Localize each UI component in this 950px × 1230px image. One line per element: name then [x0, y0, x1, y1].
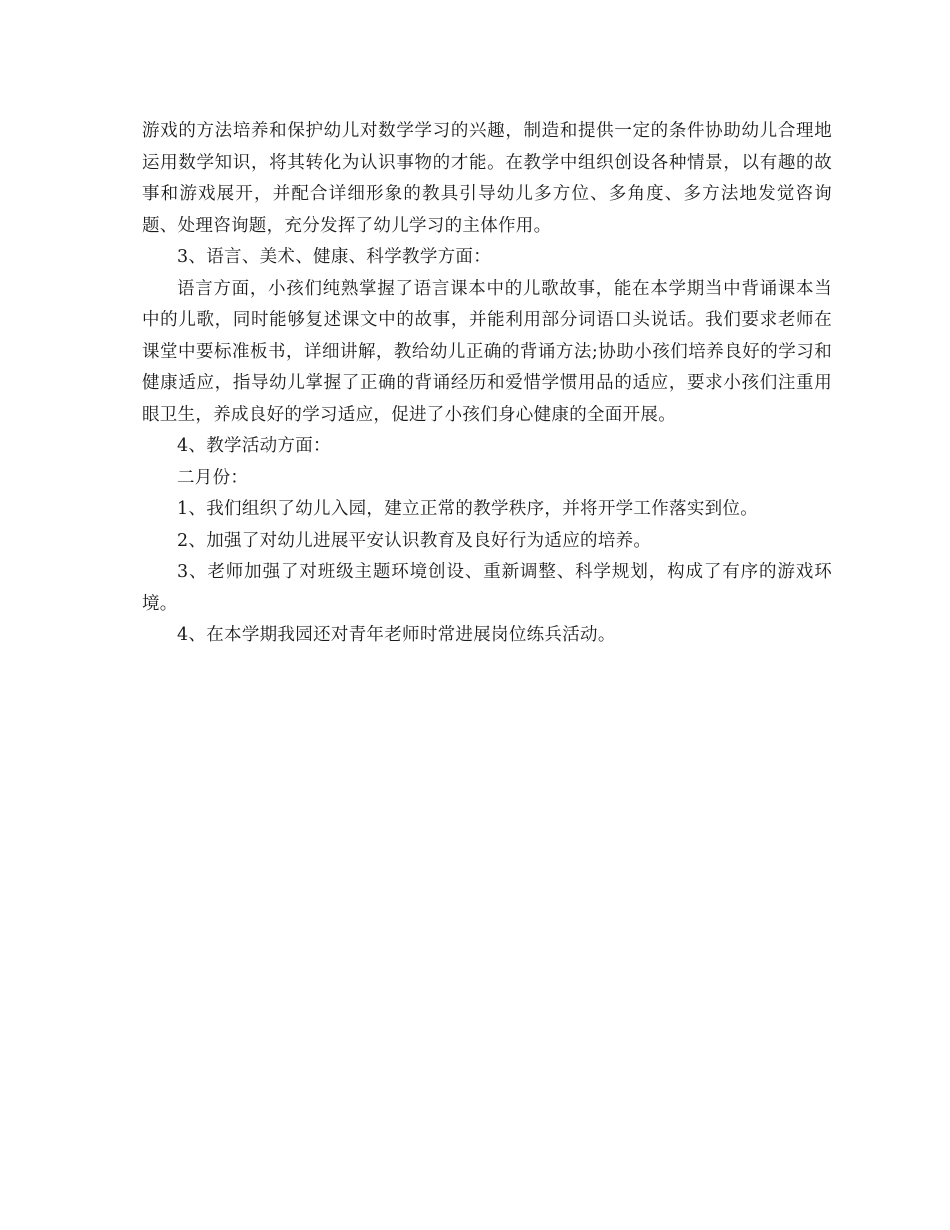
- paragraph-math-interest: 游戏的方法培养和保护幼儿对数学学习的兴趣，制造和提供一定的条件协助幼儿合理地运用数学知识，将其转化为认识事物的才能。在教学中组织创设各种情景，以有趣的故事和游戏展开，并配合详细形象的教具引导幼儿多方位、多角度、多方法地发觉咨询题、处理咨询题，充分发挥了幼儿学习的主体作用。: [142, 121, 832, 236]
- section-heading-teaching-activities: 4、教学活动方面：: [177, 436, 331, 456]
- section-heading-language-art-health-science: 3、语言、美术、健康、科学教学方面：: [177, 247, 492, 267]
- document-body: [142, 116, 832, 652]
- list-item-1: 1、我们组织了幼儿入园，建立正常的教学秩序，并将开学工作落实到位。: [177, 499, 759, 519]
- list-item-2: 2、加强了对幼儿进展平安认识教育及良好行为适应的培养。: [177, 530, 652, 551]
- list-item-4: 4、在本学期我园还对青年老师时常进展岗位练兵活动。: [177, 625, 616, 645]
- month-heading-february: 二月份：: [177, 467, 249, 488]
- list-item-3: 3、老师加强了对班级主题环境创设、重新调整、科学规划，构成了有序的游戏环境。: [142, 562, 832, 614]
- paragraph-language: 语言方面，小孩们纯熟掌握了语言课本中的儿歌故事，能在本学期当中背诵课本当中的儿歌，同时能够复述课文中的故事，并能利用部分词语口头说话。我们要求老师在课堂中要标准板书，详细讲解，教给幼儿正确的背诵方法;协助小孩们培养良好的学习和健康适应，指导幼儿掌握了正确的背诵经历和爱惜学惯用品的适应，要求小孩们注重用眼卫生，养成良好的学习适应，促进了小孩们身心健康的全面开展。: [142, 278, 832, 425]
